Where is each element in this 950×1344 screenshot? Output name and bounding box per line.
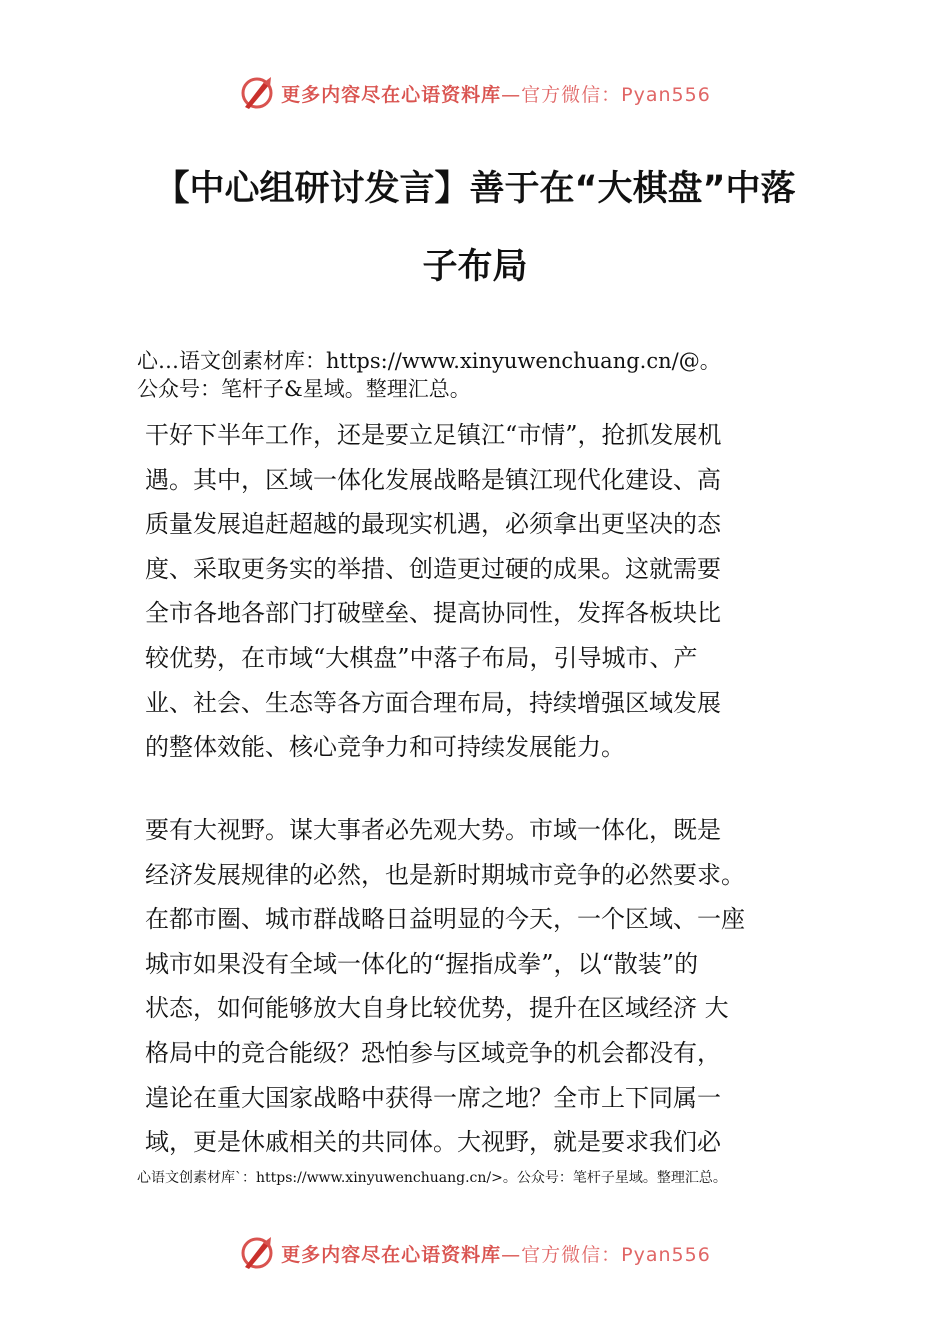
quill-pen-logo-icon	[239, 75, 275, 111]
header-banner[interactable]	[0, 73, 950, 113]
quill-pen-logo-icon	[239, 1235, 275, 1271]
paragraph-1	[145, 413, 835, 770]
source-line-1: 心…语文创素材库：https://www.xinyuwenchuang.cn/@。	[137, 349, 721, 373]
paragraph-line: 的整体效能、核心竞争力和可持续发展能力。	[145, 733, 625, 762]
paragraph-line: 经济发展规律的必然，也是新时期城市竞争的必然要求。	[145, 860, 745, 889]
footer-banner[interactable]	[0, 1233, 950, 1273]
source-line-2: 公众号：笔杆子&星域。整理汇总。	[137, 377, 471, 401]
title-line-2: 子布局	[422, 247, 528, 287]
paragraph-line: 城市如果没有全域一体化的“握指成拳”，以“散装”的	[145, 949, 699, 978]
paragraph-2	[145, 808, 835, 1165]
paragraph-line: 质量发展追赶超越的最现实机遇，必须拿出更坚决的态	[145, 510, 721, 539]
paragraph-line: 遇。其中，区域一体化发展战略是镇江现代化建设、高	[145, 465, 721, 494]
paragraph-line: 业、社会、生态等各方面合理布局，持续增强区域发展	[145, 688, 721, 717]
footer-source-note: 心语文创素材库`：https://www.xinyuwenchuang.cn/>。公众号：笔杆子星域。整理汇总。	[137, 1170, 727, 1186]
paragraph-line: 度、采取更务实的举措、创造更过硬的成果。这就需要	[145, 554, 721, 583]
paragraph-line: 要有大视野。谋大事者必先观大势。市域一体化，既是	[145, 816, 721, 844]
title-line-1: 【中心组研讨发言】善于在“大棋盘”中落	[154, 169, 796, 209]
source-note	[137, 347, 837, 403]
paragraph-line: 格局中的竞合能级？恐怕参与区域竞争的机会都没有，	[145, 1038, 721, 1067]
paragraph-line: 状态，如何能够放大自身比较优势，提升在区域经济 大	[145, 994, 729, 1023]
paragraph-line: 域，更是休戚相关的共同体。大视野，就是要求我们必	[145, 1128, 721, 1157]
header-banner-text: 更多内容尽在心语资料库—官方微信：Pyan556	[281, 83, 711, 106]
paragraph-line: 较优势，在市域“大棋盘”中落子布局，引导城市、产	[145, 643, 698, 672]
paragraph-line: 全市各地各部门打破壁垒、提高协同性，发挥各板块比	[145, 599, 721, 628]
paragraph-line: 在都市圈、城市群战略日益明显的今天，一个区域、一座	[145, 905, 745, 934]
paragraph-line: 干好下半年工作，还是要立足镇江“市情”，抢抓发展机	[145, 421, 722, 449]
page-title	[120, 150, 830, 306]
footer-banner-text: 更多内容尽在心语资料库—官方微信：Pyan556	[281, 1243, 711, 1266]
paragraph-line: 遑论在重大国家战略中获得一席之地？全市上下同属一	[145, 1083, 721, 1112]
